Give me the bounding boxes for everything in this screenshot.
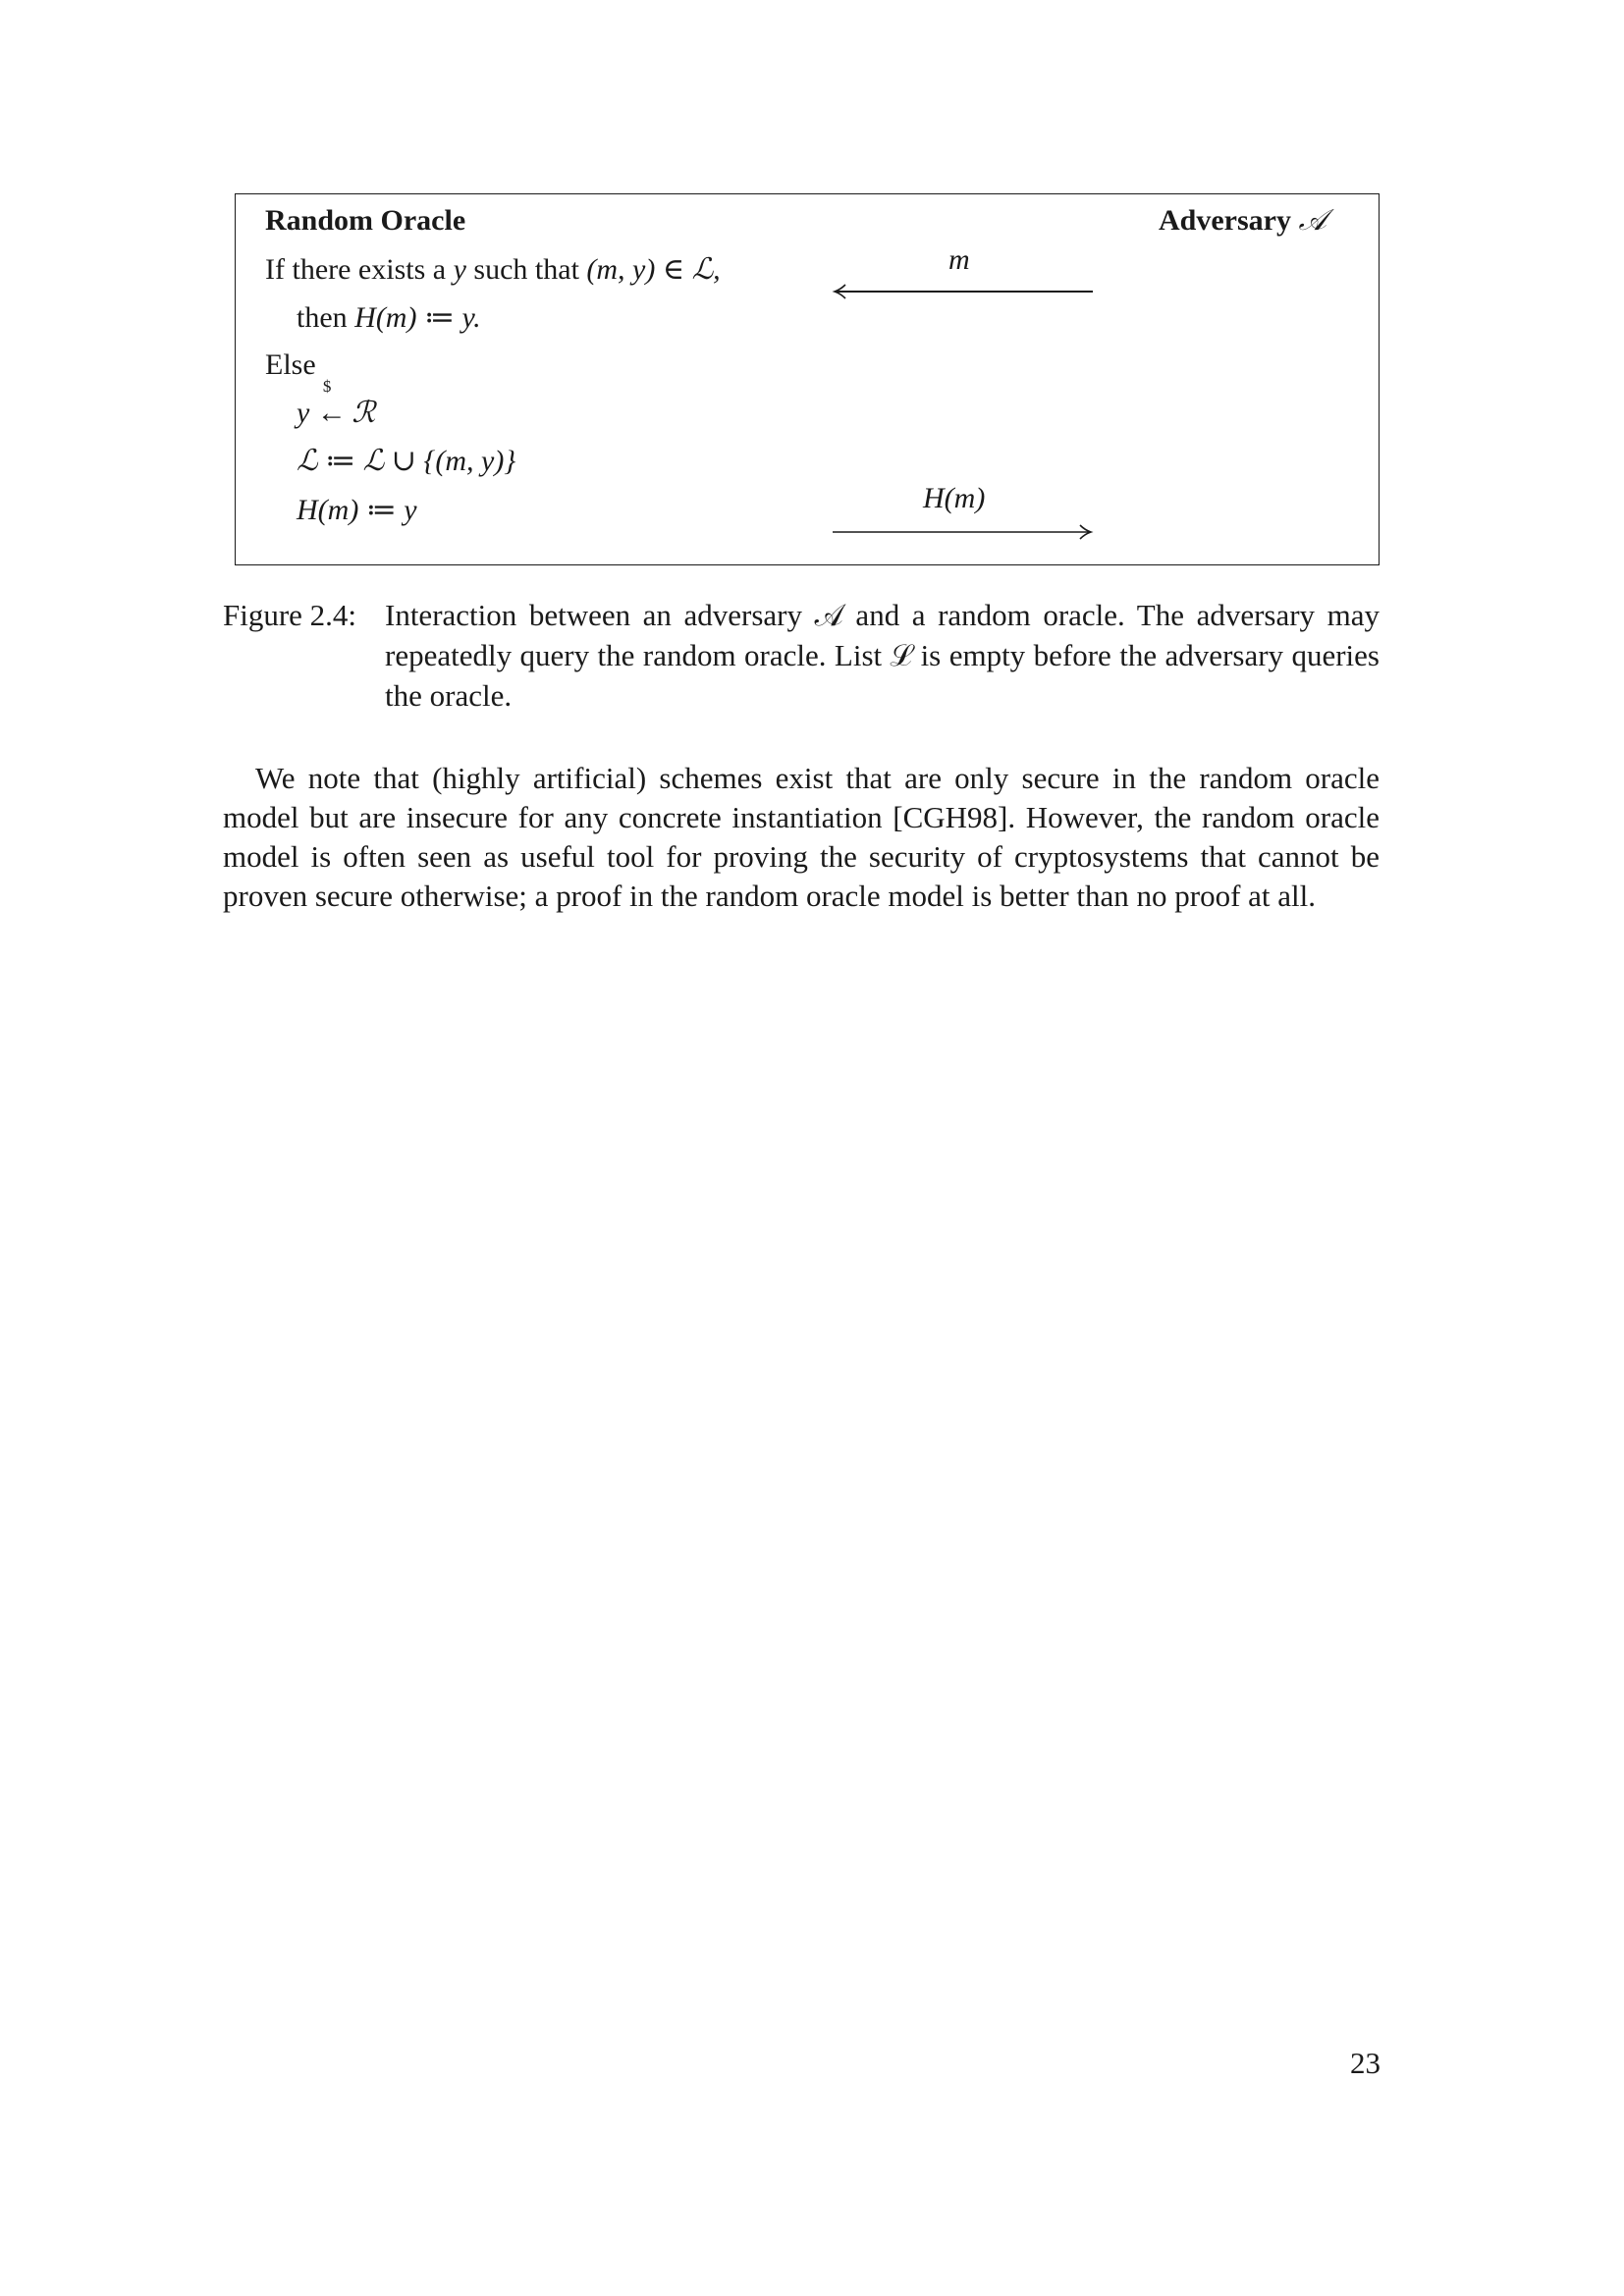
message-in-label: m bbox=[948, 243, 970, 276]
page-number: 23 bbox=[1350, 2046, 1380, 2080]
oracle-line-list-update: ℒ ≔ ℒ ∪ {(m, y)} bbox=[297, 445, 516, 477]
right-party-title: Adversary 𝒜 bbox=[1159, 204, 1326, 237]
oracle-line-then: then H(m) ≔ y. bbox=[297, 301, 481, 334]
oracle-line-condition: If there exists a y such that (m, y) ∈ ℒ, bbox=[265, 253, 721, 286]
oracle-line-sample: y $ ← ℛ bbox=[297, 394, 375, 433]
message-out-label: H(m) bbox=[923, 482, 986, 514]
arrow-in bbox=[833, 281, 1093, 302]
figure-caption-label: Figure 2.4: bbox=[223, 598, 357, 632]
oracle-line-else: Else bbox=[265, 348, 316, 381]
figure-caption-text: Interaction between an adversary 𝒜 and a random oracle. The adversary may repeatedly query the random oracle. List ℒ is empty before the adversary queries the oracle. bbox=[385, 598, 1380, 713]
oracle-line-assign: H(m) ≔ y bbox=[297, 494, 417, 526]
left-party-title: Random Oracle bbox=[265, 204, 466, 237]
arrow-out bbox=[833, 521, 1093, 543]
random-sample-arrow: $ ← bbox=[316, 377, 347, 429]
body-paragraph: We note that (highly artificial) schemes exist that are only secure in the random oracle model but are insecure for any concrete instantiation [CGH98]. However, the random oracle model is often seen as useful tool for proving the security of cryptosystems that cannot be proven secure otherwise; a proof in the random oracle model is better than no proof at all. bbox=[223, 761, 1380, 913]
